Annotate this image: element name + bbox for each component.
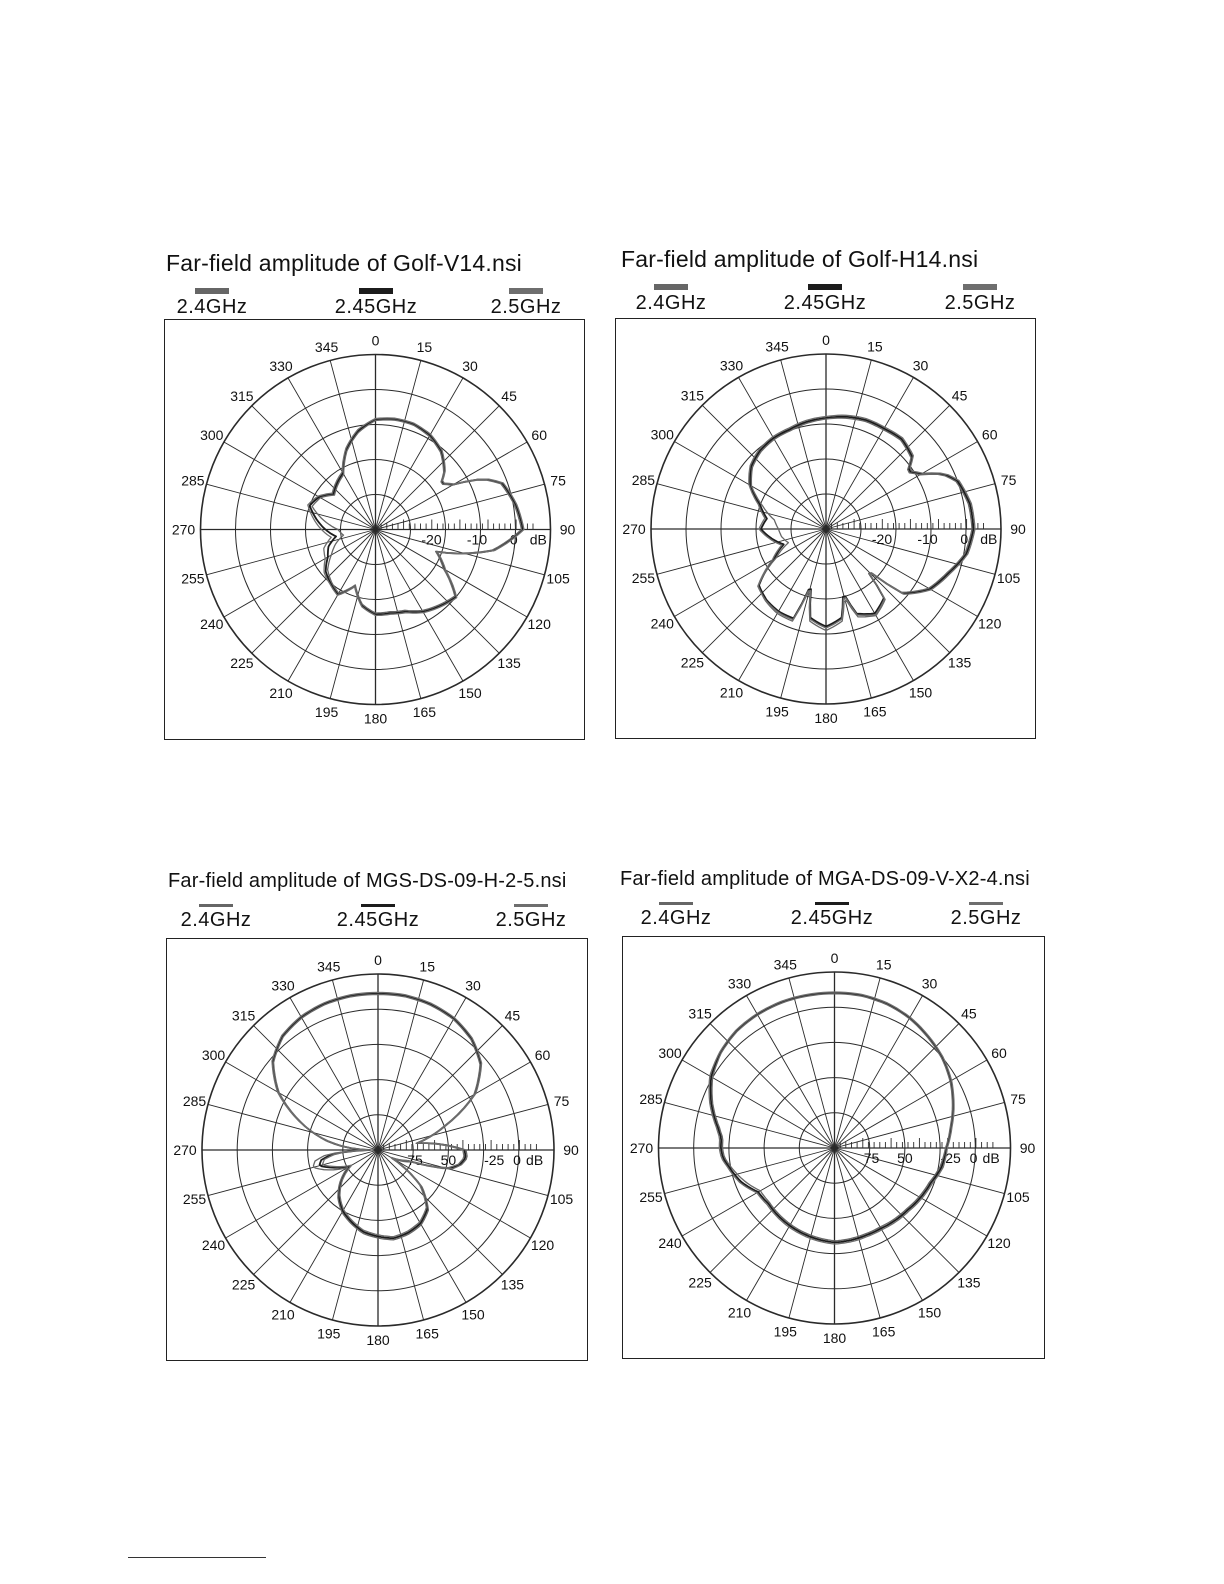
legend-item-2-45ghz: 2.45GHz (318, 904, 438, 932)
chart-panel-golf-v14 (164, 244, 588, 744)
grid-spoke (739, 377, 827, 529)
angle-label: 165 (863, 703, 887, 720)
grid-spoke (826, 529, 914, 681)
grid-spoke (826, 442, 978, 530)
radial-label: dB (980, 531, 998, 547)
angle-label: 60 (534, 1047, 551, 1063)
polar-grid (202, 974, 554, 1326)
grid-spoke (254, 1026, 379, 1151)
angle-label: 315 (680, 387, 705, 404)
chart-title: Far-field amplitude of Golf-H14.nsi (621, 246, 979, 272)
legend-item-2-5ghz: 2.5GHz (471, 904, 591, 932)
grid-spoke (378, 1026, 503, 1151)
grid-spoke (739, 529, 827, 681)
angle-label: 240 (658, 1235, 682, 1251)
radial-label: 50 (440, 1152, 457, 1168)
angle-label: 270 (629, 1140, 654, 1156)
angle-label: 210 (719, 684, 744, 701)
angle-label: 105 (1006, 1189, 1030, 1206)
legend-item-2-5ghz: 2.5GHz (926, 902, 1046, 930)
angle-label: 0 (822, 332, 830, 348)
chart-title: Far-field amplitude of MGS-DS-09-H-2-5.nsi (168, 870, 567, 892)
polar-plot (623, 937, 1044, 1358)
radial-label: 75 (407, 1152, 423, 1168)
legend-item-2-4ghz: 2.4GHz (611, 284, 731, 315)
series-line-2-5ghz (308, 418, 524, 616)
angle-label: 345 (317, 958, 341, 975)
polar-grid (659, 972, 1011, 1324)
grid-spoke (376, 361, 421, 530)
grid-spoke (378, 980, 424, 1150)
radial-label: 75 (863, 1150, 880, 1166)
angle-label: 255 (182, 1191, 207, 1208)
grid-spoke (376, 378, 464, 530)
angle-label: 285 (631, 472, 656, 489)
grid-spoke (826, 360, 871, 529)
grid-spoke (378, 1150, 466, 1302)
angle-label: 135 (957, 1274, 981, 1291)
polar-plot-frame (622, 936, 1045, 1359)
angle-label: 210 (271, 1306, 295, 1323)
angle-label: 300 (658, 1045, 682, 1061)
grid-spoke (835, 1148, 1005, 1194)
angle-label: 30 (462, 357, 478, 374)
grid-spoke (288, 378, 376, 530)
grid-spoke (682, 1060, 834, 1148)
angle-label: 135 (497, 655, 521, 672)
legend-item-2-45ghz: 2.45GHz (772, 902, 892, 930)
angle-label: 165 (872, 1323, 896, 1340)
angle-label: 150 (461, 1306, 485, 1323)
grid-spoke (378, 1062, 530, 1150)
chart-panel-mga-ds-09-v (620, 864, 1052, 1364)
angle-label: 210 (269, 685, 293, 702)
grid-spoke (789, 1148, 835, 1318)
angle-label: 270 (173, 1142, 197, 1158)
grid-spoke (376, 530, 545, 575)
radial-label: 0 (969, 1150, 978, 1166)
legend (164, 288, 588, 322)
angle-label: 210 (727, 1304, 752, 1321)
angle-label: 195 (317, 1325, 341, 1342)
polar-plot (167, 939, 587, 1360)
radial-label: 0 (513, 1152, 521, 1168)
radial-label: 0 (960, 531, 969, 547)
legend-item-2-45ghz: 2.45GHz (316, 288, 436, 319)
grid-spoke (835, 1024, 960, 1149)
angle-label: 90 (1010, 521, 1026, 537)
legend-item-2-4ghz: 2.4GHz (616, 902, 736, 930)
angle-label: 270 (171, 521, 196, 538)
angle-label: 225 (230, 655, 254, 672)
polar-plot (616, 319, 1035, 738)
grid-spoke (378, 998, 466, 1150)
angle-label: 300 (201, 1047, 226, 1063)
angle-label: 135 (500, 1276, 525, 1293)
grid-spoke (332, 980, 378, 1150)
grid-spoke (224, 530, 376, 618)
angle-label: 255 (631, 569, 656, 586)
radial-label: -20 (871, 531, 893, 547)
angle-label: 75 (1000, 472, 1017, 489)
legend-item-2-4ghz: 2.4GHz (152, 288, 272, 319)
polar-grid (201, 355, 551, 705)
angle-label: 90 (559, 521, 576, 538)
polar-plot-frame (164, 319, 585, 740)
grid-spoke (290, 998, 378, 1150)
angle-label: 75 (1010, 1090, 1026, 1107)
series-group (308, 418, 524, 616)
angle-label: 120 (978, 615, 1002, 632)
chart-panel-mgs-ds-09-h (166, 866, 596, 1366)
angle-label: 90 (1019, 1140, 1036, 1156)
angle-label: 0 (374, 952, 382, 968)
grid-spoke (226, 1062, 378, 1150)
angle-label: 180 (366, 1332, 390, 1348)
polar-plot (165, 320, 584, 739)
angle-label: 255 (181, 570, 205, 587)
grid-spoke (376, 406, 500, 530)
legend-item-2-5ghz: 2.5GHz (920, 284, 1040, 315)
angle-label: 150 (917, 1304, 942, 1321)
angle-label: 60 (981, 426, 998, 443)
grid-spoke (208, 1104, 378, 1150)
angle-label: 345 (765, 338, 789, 355)
grid-spoke (826, 377, 914, 529)
angle-label: 180 (363, 710, 388, 727)
angle-label: 330 (727, 975, 752, 992)
angle-label: 0 (371, 332, 380, 349)
angle-label: 15 (875, 956, 892, 973)
angle-label: 225 (688, 1274, 712, 1291)
angle-label: 105 (549, 1191, 574, 1208)
grid-spoke (208, 1150, 378, 1196)
angle-label: 270 (622, 521, 646, 537)
angle-label: 120 (530, 1237, 555, 1253)
grid-spoke (330, 361, 375, 530)
angle-label: 240 (200, 616, 224, 632)
grid-spoke (657, 529, 826, 574)
polar-plot-frame (615, 318, 1036, 739)
angle-label: 30 (912, 357, 929, 374)
radial-label: dB (526, 1152, 544, 1168)
polar-plot-frame (166, 938, 588, 1361)
angle-label: 300 (200, 427, 224, 443)
angle-label: 345 (773, 956, 797, 973)
angle-label: 165 (412, 704, 437, 721)
grid-spoke (835, 1148, 923, 1300)
grid-spoke (781, 360, 826, 529)
angle-label: 150 (458, 685, 482, 702)
angle-label: 45 (951, 387, 968, 404)
angle-label: 330 (719, 357, 744, 374)
chart-title: Far-field amplitude of Golf-V14.nsi (166, 250, 522, 276)
series-line-2-45ghz (310, 419, 523, 615)
chart-title: Far-field amplitude of MGA-DS-09-V-X2-4.nsi (620, 868, 1030, 890)
grid-spoke (826, 405, 950, 529)
polar-grid (651, 354, 1001, 704)
angle-label: 135 (947, 654, 972, 671)
angle-label: 330 (271, 977, 295, 994)
angle-label: 195 (773, 1323, 797, 1340)
grid-spoke (826, 529, 998, 574)
grid-spoke (657, 484, 826, 529)
angle-label: 225 (680, 654, 705, 671)
radial-label: dB (982, 1150, 1000, 1166)
radial-label: -25 (484, 1152, 505, 1168)
angle-label: 15 (419, 958, 435, 975)
radial-label: -25 (940, 1150, 961, 1166)
radial-label: dB (529, 531, 547, 548)
angle-label: 315 (688, 1005, 712, 1022)
grid-spoke (826, 529, 950, 653)
angle-label: 240 (650, 615, 674, 632)
legend (166, 904, 596, 938)
grid-spoke (835, 1060, 987, 1148)
angle-label: 75 (550, 472, 566, 489)
grid-spoke (290, 1150, 378, 1302)
angle-label: 150 (908, 684, 933, 701)
angle-label: 105 (546, 570, 570, 587)
angle-label: 180 (814, 710, 838, 726)
angle-label: 240 (201, 1237, 226, 1253)
grid-spoke (207, 484, 376, 529)
legend-item-2-4ghz: 2.4GHz (156, 904, 276, 932)
radial-label: -20 (421, 531, 442, 548)
legend (615, 284, 1039, 318)
grid-spoke (224, 442, 376, 530)
chart-panel-golf-h14 (615, 240, 1039, 740)
grid-spoke (781, 529, 826, 698)
angle-label: 285 (181, 472, 205, 489)
radial-labels (864, 1150, 1000, 1166)
angle-label: 60 (531, 427, 547, 443)
angle-label: 60 (991, 1045, 1007, 1061)
radial-label: -10 (917, 531, 938, 547)
angle-label: 180 (822, 1330, 847, 1346)
angle-label: 255 (639, 1189, 663, 1206)
angle-label: 165 (415, 1325, 439, 1342)
radial-labels (872, 531, 997, 547)
legend-item-2-45ghz: 2.45GHz (765, 284, 885, 315)
radial-labels (421, 532, 546, 548)
angle-label: 90 (563, 1142, 579, 1158)
grid-spoke (747, 996, 835, 1148)
angle-label: 30 (465, 977, 481, 994)
footnote-rule (128, 1557, 266, 1558)
angle-label: 285 (182, 1092, 207, 1109)
series-line-2-5ghz (749, 415, 975, 628)
legend-item-2-5ghz: 2.5GHz (466, 288, 586, 319)
grid-spoke (789, 978, 835, 1148)
radial-label: 50 (897, 1150, 913, 1166)
angle-label: 120 (527, 616, 551, 632)
grid-spoke (665, 1102, 835, 1148)
grid-spoke (252, 406, 376, 530)
angle-label: 0 (830, 950, 839, 966)
angle-label: 15 (416, 338, 433, 355)
grid-spoke (835, 978, 881, 1148)
angle-label: 300 (650, 426, 674, 443)
angle-label: 45 (504, 1007, 521, 1024)
angle-label: 45 (961, 1005, 977, 1022)
grid-spoke (376, 530, 500, 654)
series-line-2-45ghz (711, 993, 954, 1243)
angle-label: 195 (314, 704, 339, 721)
radial-label: 0 (509, 531, 518, 548)
angle-label: 345 (314, 338, 339, 355)
angle-label: 330 (269, 357, 293, 374)
angle-label: 225 (231, 1276, 256, 1293)
angle-label: 285 (639, 1090, 663, 1107)
angle-label: 315 (230, 387, 254, 404)
radial-label: -10 (466, 531, 488, 548)
angle-label: 315 (231, 1007, 256, 1024)
angle-label: 120 (987, 1235, 1011, 1251)
series-group (749, 415, 975, 630)
angle-label: 15 (867, 338, 883, 355)
grid-spoke (702, 405, 826, 529)
angle-label: 195 (765, 703, 789, 720)
series-line-2-4ghz (274, 995, 480, 1240)
angle-label: 30 (921, 975, 938, 992)
angle-label: 75 (553, 1092, 570, 1109)
grid-spoke (207, 530, 376, 575)
grid-spoke (330, 530, 375, 699)
angle-label: 45 (501, 387, 517, 404)
legend (620, 902, 1052, 936)
angle-label: 105 (996, 569, 1021, 586)
